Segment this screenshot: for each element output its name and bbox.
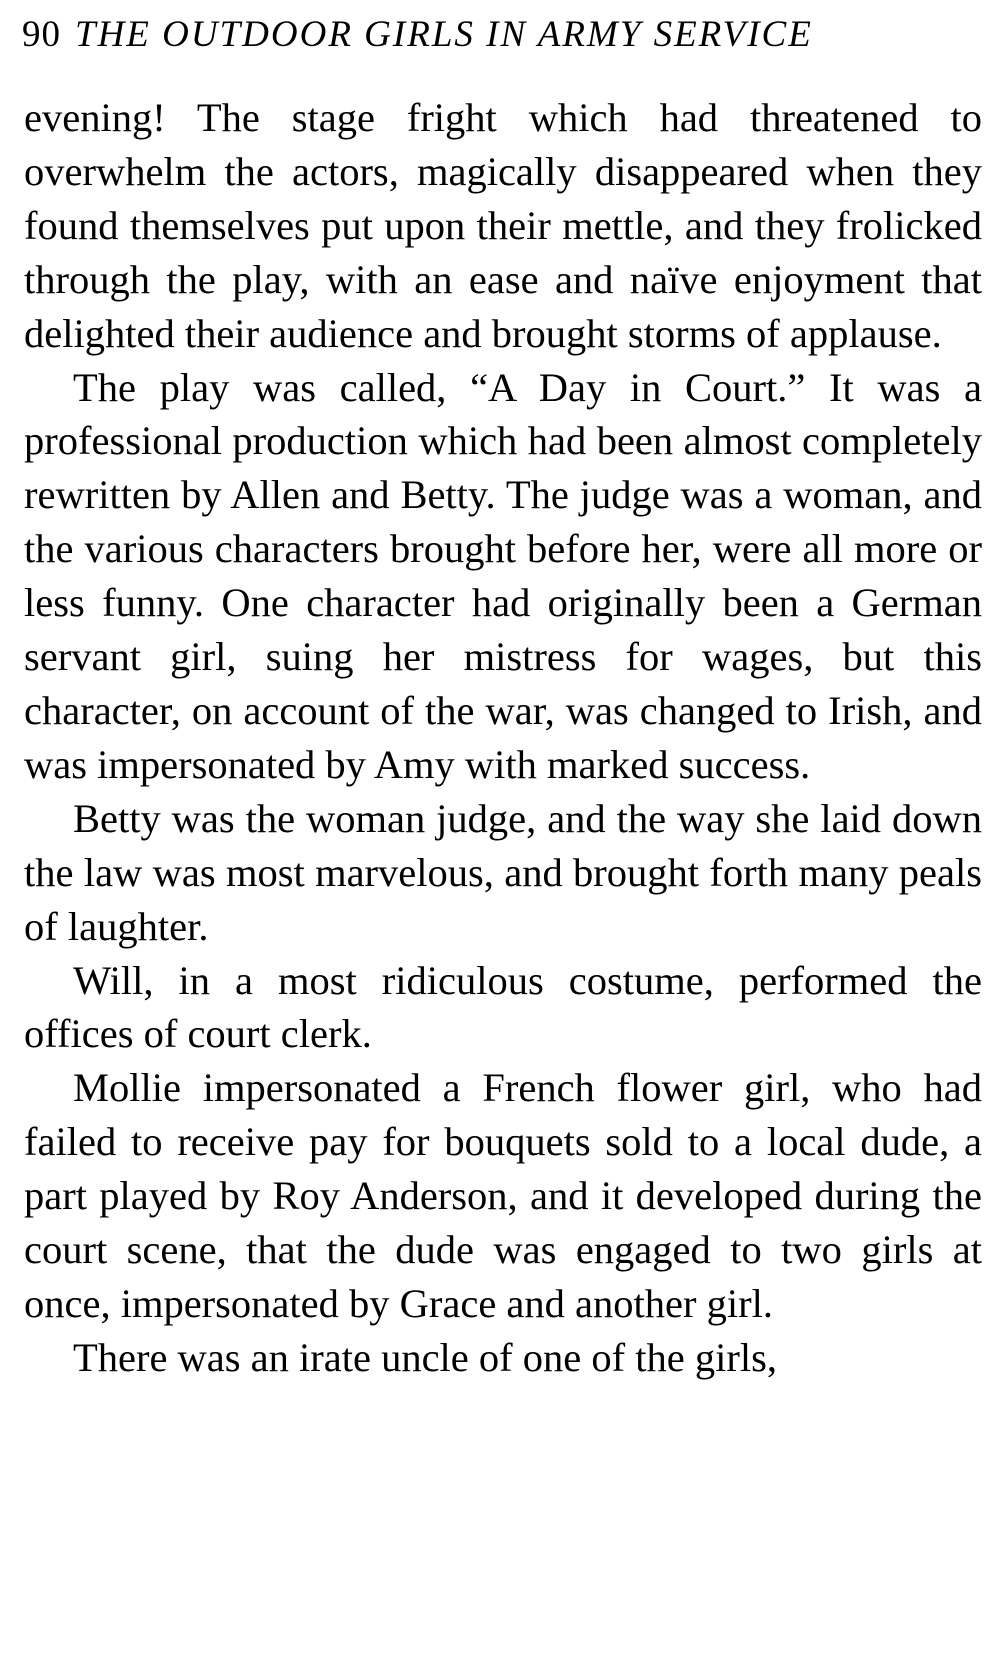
running-title: THE OUTDOOR GIRLS IN ARMY SERVICE (75, 14, 813, 55)
paragraph: There was an irate uncle of one of the girls, (73, 1334, 777, 1380)
paragraph: Will, in a most ridiculous costume, performed the offices of court clerk. (24, 957, 982, 1057)
body-text (24, 91, 982, 1385)
paragraph: evening! The stage fright which had threatened to overwhelm the actors, magically disappeared when they found themselves put upon their mettle, and they frolicked through the play, with an ease and naïve enjoyment that delighted their audience and brought storms of applause. (24, 95, 982, 356)
page-number: 90 (22, 14, 61, 55)
running-header (22, 10, 982, 60)
paragraph: Mollie impersonated a French flower girl, who had failed to receive pay for bouquets sold to a local dude, a part played by Roy Anderson, and it developed during the court scene, that the dude was engaged to two girls at once, impersonated by Grace and another girl. (24, 1065, 982, 1326)
paragraph: Betty was the woman judge, and the way she laid down the law was most marvelous, and brought forth many peals of laughter. (24, 795, 982, 949)
paragraph: The play was called, “A Day in Court.” It was a professional production which had been almost completely rewritten by Allen and Betty. The judge was a woman, and the various characters brought before her, were all more or less funny. One character had originally been a German servant girl, suing her mistress for wages, but this character, on account of the war, was changed to Irish, and was impersonated by Amy with marked success. (24, 364, 982, 787)
